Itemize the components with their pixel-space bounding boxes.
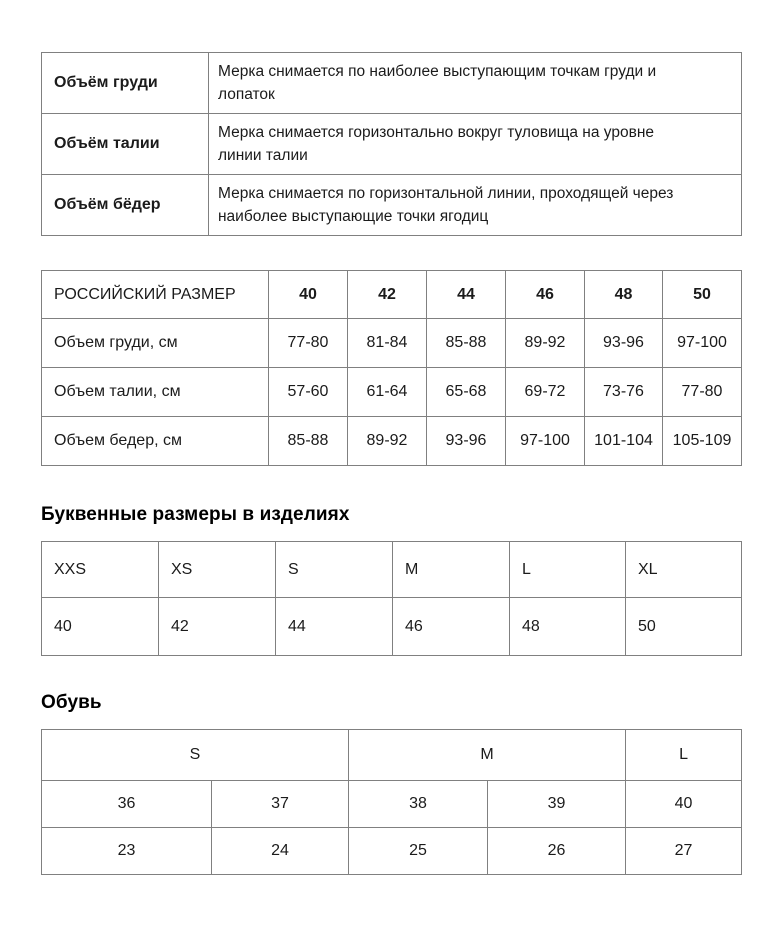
size-range-cell: 97-100 xyxy=(506,417,585,466)
shoe-cm-size-cell: 25 xyxy=(349,828,488,875)
shoe-eu-size-cell: 39 xyxy=(488,781,626,828)
size-range-cell: 69-72 xyxy=(506,368,585,417)
numeric-size-cell: 46 xyxy=(393,598,510,656)
size-column-header: 46 xyxy=(506,271,585,319)
letter-size-header: XXS xyxy=(42,542,159,598)
numeric-size-cell: 44 xyxy=(276,598,393,656)
size-range-cell: 77-80 xyxy=(663,368,742,417)
size-range-cell: 105-109 xyxy=(663,417,742,466)
letter-sizes-table xyxy=(41,541,742,656)
size-range-cell: 57-60 xyxy=(269,368,348,417)
letter-size-header: XL xyxy=(626,542,742,598)
measure-row-label: Объем бедер, см xyxy=(42,417,269,466)
size-range-cell: 101-104 xyxy=(585,417,663,466)
shoe-eu-size-cell: 38 xyxy=(349,781,488,828)
table-header-row xyxy=(42,730,742,781)
size-range-cell: 85-88 xyxy=(427,319,506,368)
table-row xyxy=(42,417,742,466)
size-range-cell: 61-64 xyxy=(348,368,427,417)
letter-size-header: S xyxy=(276,542,393,598)
shoe-group-header: S xyxy=(42,730,349,781)
table-row xyxy=(42,319,742,368)
shoe-cm-size-cell: 23 xyxy=(42,828,212,875)
size-range-cell: 97-100 xyxy=(663,319,742,368)
shoe-group-header: L xyxy=(626,730,742,781)
size-column-header: 44 xyxy=(427,271,506,319)
table-row xyxy=(42,368,742,417)
table-row xyxy=(42,114,742,175)
table-row xyxy=(42,828,742,875)
measurement-definitions-table xyxy=(41,52,742,236)
measure-definition: Мерка снимается по наиболее выступающим точкам груди и лопаток xyxy=(209,53,742,114)
letter-size-header: M xyxy=(393,542,510,598)
size-column-header: 42 xyxy=(348,271,427,319)
shoe-cm-size-cell: 27 xyxy=(626,828,742,875)
table-header-row xyxy=(42,271,742,319)
shoes-sizes-table xyxy=(41,729,742,875)
numeric-size-cell: 50 xyxy=(626,598,742,656)
size-range-cell: 93-96 xyxy=(585,319,663,368)
size-range-cell: 89-92 xyxy=(506,319,585,368)
shoe-eu-size-cell: 36 xyxy=(42,781,212,828)
letter-size-header: XS xyxy=(159,542,276,598)
shoe-cm-size-cell: 24 xyxy=(212,828,349,875)
russian-size-header-label: РОССИЙСКИЙ РАЗМЕР xyxy=(42,271,269,319)
table-row xyxy=(42,781,742,828)
size-column-header: 40 xyxy=(269,271,348,319)
table-row xyxy=(42,53,742,114)
numeric-size-cell: 42 xyxy=(159,598,276,656)
letter-sizes-heading: Буквенные размеры в изделиях xyxy=(41,504,350,525)
measure-definition: Мерка снимается горизонтально вокруг туловища на уровне линии талии xyxy=(209,114,742,175)
table-header-row xyxy=(42,542,742,598)
measure-row-label: Объем талии, см xyxy=(42,368,269,417)
letter-size-header: L xyxy=(510,542,626,598)
shoe-eu-size-cell: 37 xyxy=(212,781,349,828)
size-range-cell: 93-96 xyxy=(427,417,506,466)
measure-term: Объём талии xyxy=(42,114,209,175)
size-range-cell: 89-92 xyxy=(348,417,427,466)
measure-term: Объём бёдер xyxy=(42,175,209,236)
size-column-header: 48 xyxy=(585,271,663,319)
measure-definition: Мерка снимается по горизонтальной линии, проходящей через наиболее выступающие точки ягодиц xyxy=(209,175,742,236)
size-range-cell: 81-84 xyxy=(348,319,427,368)
numeric-size-cell: 40 xyxy=(42,598,159,656)
size-range-cell: 77-80 xyxy=(269,319,348,368)
measure-row-label: Объем груди, см xyxy=(42,319,269,368)
shoe-cm-size-cell: 26 xyxy=(488,828,626,875)
table-row xyxy=(42,175,742,236)
table-row xyxy=(42,598,742,656)
size-range-cell: 85-88 xyxy=(269,417,348,466)
size-column-header: 50 xyxy=(663,271,742,319)
shoe-eu-size-cell: 40 xyxy=(626,781,742,828)
shoe-group-header: M xyxy=(349,730,626,781)
numeric-size-cell: 48 xyxy=(510,598,626,656)
shoes-heading: Обувь xyxy=(41,692,102,713)
size-range-cell: 73-76 xyxy=(585,368,663,417)
measure-term: Объём груди xyxy=(42,53,209,114)
size-range-cell: 65-68 xyxy=(427,368,506,417)
russian-sizes-table xyxy=(41,270,742,466)
